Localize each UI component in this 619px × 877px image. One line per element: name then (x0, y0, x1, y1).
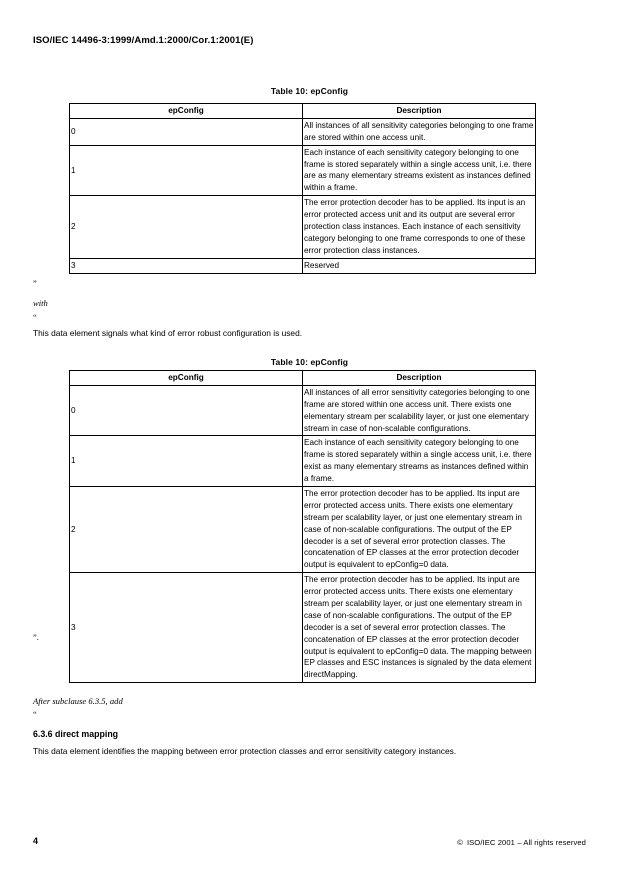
table1-row2-description: The error protection decoder has to be applied. Its input is an error protected access unit and its output are several error protection class instances. Each instance of each sensitivity category belonging to one frame corresponds to one of these error protection class instances. (303, 196, 536, 258)
table1-row1-description: Each instance of each sensitivity category belonging to one frame is stored separately within a single access unit, i.e. there are as many elementary streams existent as instances defined within a frame. (303, 145, 536, 196)
table2-header-row (70, 371, 535, 385)
table2-row0-epconfig: 0 (70, 385, 303, 436)
quote-open-mark-2: “ (33, 710, 37, 719)
table2-caption: Table 10: epConfig (270, 357, 349, 367)
table1-row3-epconfig: 3 (70, 258, 303, 272)
paragraph-direct-mapping: This data element identifies the mapping between error protection classes and error sensitivity category instances. (33, 746, 457, 756)
table2-col-epconfig: epConfig (70, 371, 303, 385)
table1-col-epconfig: epConfig (70, 104, 303, 118)
footer-page-number: 4 (33, 836, 39, 846)
document-header: ISO/IEC 14496-3:1999/Amd.1:2000/Cor.1:2001(E) (33, 35, 254, 46)
table2-row1-description: Each instance of each sensitivity category belonging to one frame is stored separately within a single access unit, i.e. there exist as many elementary streams as instances defined within a frame. (303, 436, 536, 487)
table-row (70, 258, 535, 272)
table-row (70, 145, 535, 196)
table2-row2-epconfig: 2 (70, 487, 303, 573)
table-row (70, 196, 535, 258)
table2-container (69, 370, 536, 683)
table1-container (69, 103, 536, 274)
quote-close-mark-2: ”. (33, 633, 39, 642)
table1-row1-epconfig: 1 (70, 145, 303, 196)
table2 (70, 371, 535, 682)
footer-copyright (457, 838, 586, 847)
quote-close-mark-1: ” (33, 279, 37, 288)
table-row (70, 487, 535, 573)
table2-row2-description: The error protection decoder has to be applied. Its input are error protected access units. There exists one elementary stream per scalability layer, or just one elementary stream in case of non-scalable configurations. The output of the EP decoder is a set of several error protection classes. The concatenation of EP classes at the error protection decoder output is equivalent to epConfig=0 data. (303, 487, 536, 573)
table-row (70, 385, 535, 436)
table2-row0-description: All instances of all error sensitivity categories belonging to one frame are stored within one access unit. There exists one elementary stream per scalability layer, or just one elementary stream in case of non-scalable configurations. (303, 385, 536, 436)
table2-row3-description: The error protection decoder has to be applied. Its input are error protected access units. There exists one elementary stream per scalability layer, or just one elementary stream in case of non-scalable configurations. The output of the EP decoder is a set of several error protection classes. The concatenation of EP classes at the error protection decoder output is equivalent to epConfig=0 data. The mapping between EP classes and ESC instances is signaled by the data element directMapping. (303, 573, 536, 683)
table1-row0-epconfig: 0 (70, 118, 303, 145)
after-subclause-note: After subclause 6.3.5, add (33, 696, 123, 706)
with-keyword: with (33, 298, 48, 308)
table1-col-description: Description (303, 104, 536, 118)
table-row (70, 573, 535, 683)
table1-row3-description: Reserved (303, 258, 536, 272)
table2-row1-epconfig: 1 (70, 436, 303, 487)
table1-row0-description: All instances of all sensitivity categories belonging to one frame are stored within one access unit. (303, 118, 536, 145)
table1 (70, 104, 535, 273)
table1-caption: Table 10: epConfig (270, 86, 349, 96)
footer-copyright-text: ISO/IEC 2001 – All rights reserved (466, 838, 586, 847)
paragraph-signals: This data element signals what kind of error robust configuration is used. (33, 328, 303, 338)
table-row (70, 118, 535, 145)
table1-header-row (70, 104, 535, 118)
table2-col-description: Description (303, 371, 536, 385)
table1-row2-epconfig: 2 (70, 196, 303, 258)
quote-open-mark-1: “ (33, 313, 37, 322)
section-heading-6-3-6: 6.3.6 direct mapping (33, 729, 119, 739)
table-row (70, 436, 535, 487)
copyright-icon: © (457, 838, 463, 847)
table2-row3-epconfig: 3 (70, 573, 303, 683)
